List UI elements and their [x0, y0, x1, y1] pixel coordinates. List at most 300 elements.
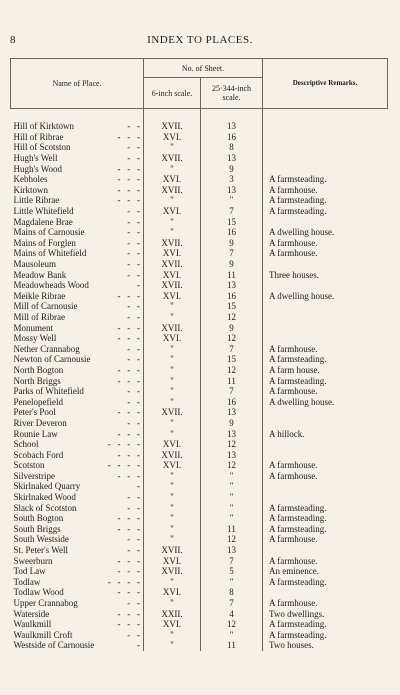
table-row — [11, 174, 388, 185]
place-name: Mains of Whitefield — [13, 248, 87, 259]
table-row — [11, 227, 388, 238]
twentyfive-inch-cell: 9 — [201, 163, 263, 174]
twentyfive-inch-cell: 13 — [201, 428, 263, 439]
place-name: Westside of Carnousie — [13, 640, 95, 651]
remarks-cell: A farmhouse. — [263, 343, 388, 354]
twentyfive-inch-cell: " — [201, 577, 263, 588]
table-row — [11, 545, 388, 556]
place-name: Parks of Whitefield — [13, 386, 84, 397]
place-name: Waterside — [13, 608, 50, 619]
twentyfive-inch-cell: 13 — [201, 449, 263, 460]
table-row — [11, 248, 388, 259]
six-inch-cell: XVII. — [144, 322, 201, 333]
place-cell — [11, 449, 144, 460]
six-inch-cell: XVI. — [144, 555, 201, 566]
six-inch-cell: " — [144, 227, 201, 238]
leader-dashes: - - — [127, 396, 140, 407]
place-name: Peter's Pool — [13, 407, 56, 418]
remarks-cell — [263, 333, 388, 344]
place-cell — [11, 142, 144, 153]
place-cell — [11, 216, 144, 227]
twentyfive-inch-cell: 13 — [201, 407, 263, 418]
place-cell — [11, 174, 144, 185]
place-name: Waulkmill — [13, 619, 52, 630]
six-inch-cell: XVII. — [144, 259, 201, 270]
remarks-cell — [263, 280, 388, 291]
six-inch-cell: " — [144, 142, 201, 153]
leader-dashes: - - — [127, 354, 140, 365]
leader-dashes: - - - — [117, 184, 140, 195]
table-row — [11, 619, 388, 630]
spacer-row — [11, 109, 388, 122]
twentyfive-inch-cell: 3 — [201, 174, 263, 185]
place-cell — [11, 227, 144, 238]
twentyfive-inch-cell: 11 — [201, 375, 263, 386]
place-cell — [11, 555, 144, 566]
leader-dashes: - - — [127, 386, 140, 397]
place-name: Magdalene Brae — [13, 216, 73, 227]
page-title: INDEX TO PLACES. — [147, 34, 253, 46]
six-inch-cell: XVI. — [144, 174, 201, 185]
place-cell — [11, 195, 144, 206]
table-row — [11, 407, 388, 418]
column-header-place: Name of Place. — [11, 59, 144, 109]
twentyfive-inch-cell: 7 — [201, 598, 263, 609]
place-cell — [11, 587, 144, 598]
place-name: South Bogton — [13, 513, 64, 524]
table-row — [11, 513, 388, 524]
remarks-cell: A farmhouse. — [263, 185, 388, 196]
six-inch-cell: XXII. — [144, 608, 201, 619]
table-row — [11, 418, 388, 429]
place-name: Meadowheads Wood — [13, 280, 89, 291]
twentyfive-inch-cell: 13 — [201, 121, 263, 132]
place-name: Silverstripe — [13, 470, 55, 481]
table-row — [11, 502, 388, 513]
leader-dashes: - - - — [117, 131, 140, 142]
place-cell — [11, 630, 144, 641]
leader-dashes: - — [137, 640, 140, 651]
place-name: Mill of Carnousie — [13, 301, 78, 312]
place-cell — [11, 545, 144, 556]
six-inch-cell: " — [144, 513, 201, 524]
place-cell — [11, 238, 144, 249]
place-name: Scotston — [13, 460, 45, 471]
place-name: Todlaw — [13, 576, 41, 587]
leader-dashes: - - — [127, 343, 140, 354]
table-row — [11, 238, 388, 249]
place-name: Mains of Forglen — [13, 237, 76, 248]
leader-dashes: - - - — [117, 619, 140, 630]
twentyfive-inch-cell: " — [201, 195, 263, 206]
column-header-sheet-group: No. of Sheet. — [144, 59, 263, 78]
leader-dashes: - - — [127, 206, 140, 217]
table-row — [11, 524, 388, 535]
remarks-cell: A farmsteading. — [263, 502, 388, 513]
table-row — [11, 163, 388, 174]
place-cell — [11, 396, 144, 407]
remarks-cell — [263, 545, 388, 556]
six-inch-cell: XVI. — [144, 269, 201, 280]
twentyfive-inch-cell: " — [201, 513, 263, 524]
twentyfive-inch-cell: 9 — [201, 322, 263, 333]
remarks-cell: A farmhouse. — [263, 598, 388, 609]
table-row — [11, 386, 388, 397]
leader-dashes: - - - — [117, 174, 140, 185]
place-cell — [11, 301, 144, 312]
twentyfive-inch-cell: 7 — [201, 555, 263, 566]
place-cell — [11, 407, 144, 418]
table-row — [11, 534, 388, 545]
remarks-cell: A farmhouse. — [263, 534, 388, 545]
twentyfive-inch-cell: 7 — [201, 206, 263, 217]
remarks-cell — [263, 153, 388, 164]
leader-dashes: - - — [127, 227, 140, 238]
twentyfive-inch-cell: 5 — [201, 566, 263, 577]
leader-dashes: - - - — [117, 290, 140, 301]
six-inch-cell: " — [144, 471, 201, 482]
index-rows — [11, 109, 388, 651]
remarks-cell — [263, 587, 388, 598]
place-name: Mill of Ribrae — [13, 311, 65, 322]
place-name: Penelopefield — [13, 396, 63, 407]
table-row — [11, 640, 388, 651]
place-name: Hill of Kirktown — [13, 121, 74, 132]
place-cell — [11, 163, 144, 174]
twentyfive-inch-cell: 9 — [201, 418, 263, 429]
six-inch-cell: XVI. — [144, 248, 201, 259]
leader-dashes: - - — [127, 248, 140, 259]
six-inch-cell: XVII. — [144, 449, 201, 460]
six-inch-cell: " — [144, 312, 201, 323]
place-cell — [11, 343, 144, 354]
six-inch-cell: XVI. — [144, 291, 201, 302]
remarks-cell: A farmsteading. — [263, 577, 388, 588]
place-cell — [11, 619, 144, 630]
place-cell — [11, 502, 144, 513]
place-cell — [11, 259, 144, 270]
twentyfive-inch-cell: 16 — [201, 291, 263, 302]
remarks-cell — [263, 418, 388, 429]
remarks-cell: Two dwellings. — [263, 608, 388, 619]
place-cell — [11, 640, 144, 651]
remarks-cell — [263, 216, 388, 227]
place-cell — [11, 354, 144, 365]
place-name: Hill of Scotston — [13, 142, 71, 153]
place-name: South Briggs — [13, 523, 61, 534]
table-row — [11, 322, 388, 333]
remarks-cell — [263, 163, 388, 174]
remarks-cell: Three houses. — [263, 269, 388, 280]
place-cell — [11, 312, 144, 323]
table-row — [11, 195, 388, 206]
six-inch-cell: XVI. — [144, 460, 201, 471]
remarks-cell: A dwelling house. — [263, 291, 388, 302]
twentyfive-inch-cell: " — [201, 481, 263, 492]
six-inch-cell: " — [144, 386, 201, 397]
six-inch-cell: " — [144, 365, 201, 376]
table-row — [11, 566, 388, 577]
leader-dashes: - - — [127, 259, 140, 270]
page-header — [0, 34, 400, 48]
twentyfive-inch-cell: 15 — [201, 354, 263, 365]
six-inch-cell: XVII. — [144, 238, 201, 249]
place-cell — [11, 439, 144, 450]
place-name: St. Peter's Well — [13, 545, 68, 556]
table-row — [11, 608, 388, 619]
twentyfive-inch-cell: 12 — [201, 460, 263, 471]
twentyfive-inch-cell: 15 — [201, 216, 263, 227]
table-row — [11, 259, 388, 270]
six-inch-cell: " — [144, 492, 201, 503]
table-row — [11, 396, 388, 407]
six-inch-cell: XVII. — [144, 545, 201, 556]
leader-dashes: - - - — [117, 333, 140, 344]
table-row — [11, 185, 388, 196]
twentyfive-inch-cell: 7 — [201, 248, 263, 259]
place-cell — [11, 524, 144, 535]
place-cell — [11, 418, 144, 429]
leader-dashes: - - - — [117, 449, 140, 460]
place-name: River Deveron — [13, 417, 67, 428]
twentyfive-inch-cell: 9 — [201, 238, 263, 249]
table-row — [11, 343, 388, 354]
remarks-cell: A farmsteading. — [263, 630, 388, 641]
place-name: North Briggs — [13, 375, 61, 386]
place-cell — [11, 269, 144, 280]
leader-dashes: - - — [127, 237, 140, 248]
six-inch-cell: " — [144, 534, 201, 545]
place-name: Hugh's Well — [13, 153, 58, 164]
remarks-cell: A farmhouse. — [263, 471, 388, 482]
place-cell — [11, 375, 144, 386]
place-cell — [11, 577, 144, 588]
table-row — [11, 587, 388, 598]
place-name: Sweerburn — [13, 555, 53, 566]
leader-dashes: - - — [127, 301, 140, 312]
remarks-cell: A farmhouse. — [263, 248, 388, 259]
twentyfive-inch-cell: 12 — [201, 333, 263, 344]
twentyfive-inch-cell: 11 — [201, 524, 263, 535]
column-header-twentyfive-inch: 25·344-inch scale. — [201, 78, 263, 109]
place-name: Little Ribrae — [13, 195, 60, 206]
remarks-cell — [263, 481, 388, 492]
place-cell — [11, 291, 144, 302]
leader-dashes: - - — [127, 492, 140, 503]
remarks-cell: An eminence. — [263, 566, 388, 577]
place-cell — [11, 428, 144, 439]
place-name: Hugh's Wood — [13, 163, 62, 174]
six-inch-cell: XVI. — [144, 587, 201, 598]
leader-dashes: - - - — [117, 470, 140, 481]
place-name: Little Whitefield — [13, 206, 74, 217]
place-name: Hill of Ribrae — [13, 131, 64, 142]
remarks-cell — [263, 439, 388, 450]
six-inch-cell: " — [144, 577, 201, 588]
six-inch-cell: XVI. — [144, 132, 201, 143]
six-inch-cell: " — [144, 598, 201, 609]
six-inch-cell: " — [144, 216, 201, 227]
index-table — [10, 58, 388, 651]
place-name: Skirlnaked Quarry — [13, 481, 81, 492]
place-name: South Westside — [13, 534, 69, 545]
table-row — [11, 365, 388, 376]
six-inch-cell: " — [144, 502, 201, 513]
place-cell — [11, 121, 144, 132]
twentyfive-inch-cell: 13 — [201, 280, 263, 291]
place-cell — [11, 248, 144, 259]
remarks-cell: A farmsteading. — [263, 354, 388, 365]
six-inch-cell: " — [144, 354, 201, 365]
place-cell — [11, 492, 144, 503]
remarks-cell: A farm house. — [263, 365, 388, 376]
leader-dashes: - - - — [117, 513, 140, 524]
table-row — [11, 449, 388, 460]
place-name: School — [13, 439, 39, 450]
remarks-cell: A dwelling house. — [263, 396, 388, 407]
place-name: North Bogton — [13, 364, 64, 375]
six-inch-cell: " — [144, 396, 201, 407]
twentyfive-inch-cell: " — [201, 492, 263, 503]
six-inch-cell: " — [144, 524, 201, 535]
six-inch-cell: " — [144, 195, 201, 206]
place-cell — [11, 534, 144, 545]
leader-dashes: - - - — [117, 587, 140, 598]
table-row — [11, 291, 388, 302]
table-row — [11, 333, 388, 344]
twentyfive-inch-cell: 9 — [201, 259, 263, 270]
place-cell — [11, 460, 144, 471]
remarks-cell: A farmsteading. — [263, 206, 388, 217]
table-row — [11, 439, 388, 450]
twentyfive-inch-cell: 16 — [201, 132, 263, 143]
table-row — [11, 142, 388, 153]
table-row — [11, 269, 388, 280]
six-inch-cell: XVI. — [144, 619, 201, 630]
place-name: Meadow Bank — [13, 269, 67, 280]
place-name: Mains of Carnousie — [13, 227, 85, 238]
leader-dashes: - - — [127, 598, 140, 609]
remarks-cell — [263, 312, 388, 323]
leader-dashes: - - - — [117, 375, 140, 386]
page-number: 8 — [10, 34, 16, 46]
six-inch-cell: XVI. — [144, 439, 201, 450]
remarks-cell: A hillock. — [263, 428, 388, 439]
leader-dashes: - - - — [117, 364, 140, 375]
table-row — [11, 460, 388, 471]
remarks-cell: A dwelling house. — [263, 227, 388, 238]
twentyfive-inch-cell: " — [201, 471, 263, 482]
remarks-cell: A farmsteading. — [263, 524, 388, 535]
leader-dashes: - - - — [117, 608, 140, 619]
six-inch-cell: " — [144, 163, 201, 174]
six-inch-cell: " — [144, 428, 201, 439]
leader-dashes: - - - - — [107, 460, 140, 471]
table-row — [11, 492, 388, 503]
leader-dashes: - - — [127, 311, 140, 322]
table-row — [11, 312, 388, 323]
leader-dashes: - - — [127, 629, 140, 640]
leader-dashes: - - - — [117, 523, 140, 534]
remarks-cell: A farmsteading. — [263, 513, 388, 524]
twentyfive-inch-cell: " — [201, 502, 263, 513]
place-cell — [11, 608, 144, 619]
place-cell — [11, 153, 144, 164]
twentyfive-inch-cell: 12 — [201, 365, 263, 376]
twentyfive-inch-cell: 16 — [201, 396, 263, 407]
leader-dashes: - - - — [117, 428, 140, 439]
table-row — [11, 153, 388, 164]
remarks-cell: A farmhouse. — [263, 386, 388, 397]
leader-dashes: - - - — [117, 555, 140, 566]
remarks-cell — [263, 322, 388, 333]
six-inch-cell: XVII. — [144, 280, 201, 291]
leader-dashes: - - — [127, 417, 140, 428]
place-cell — [11, 513, 144, 524]
place-name: Monument — [13, 322, 53, 333]
twentyfive-inch-cell: 15 — [201, 301, 263, 312]
table-row — [11, 280, 388, 291]
remarks-cell: A farmhouse. — [263, 460, 388, 471]
leader-dashes: - - - — [117, 407, 140, 418]
table-row — [11, 121, 388, 132]
place-name: Scobach Ford — [13, 449, 64, 460]
leader-dashes: - - - - — [107, 439, 140, 450]
leader-dashes: - - — [127, 534, 140, 545]
six-inch-cell: XVII. — [144, 153, 201, 164]
place-cell — [11, 132, 144, 143]
six-inch-cell: " — [144, 301, 201, 312]
twentyfive-inch-cell: 4 — [201, 608, 263, 619]
six-inch-cell: " — [144, 481, 201, 492]
place-cell — [11, 206, 144, 217]
place-name: Skirlnaked Wood — [13, 492, 76, 503]
place-name: Upper Crannabog — [13, 598, 78, 609]
twentyfive-inch-cell: 16 — [201, 227, 263, 238]
leader-dashes: - - — [127, 153, 140, 164]
twentyfive-inch-cell: 12 — [201, 439, 263, 450]
remarks-cell: A farmsteading. — [263, 375, 388, 386]
place-name: Nether Crannabog — [13, 343, 80, 354]
remarks-cell — [263, 407, 388, 418]
leader-dashes: - - - — [117, 195, 140, 206]
place-cell — [11, 471, 144, 482]
twentyfive-inch-cell: 7 — [201, 386, 263, 397]
place-cell — [11, 185, 144, 196]
column-header-six-inch: 6-inch scale. — [144, 78, 201, 109]
leader-dashes: - — [137, 481, 140, 492]
place-cell — [11, 566, 144, 577]
table-row — [11, 132, 388, 143]
place-name: Rounie Law — [13, 428, 58, 439]
six-inch-cell: " — [144, 343, 201, 354]
place-name: Waulkmill Croft — [13, 629, 73, 640]
place-cell — [11, 333, 144, 344]
table-row — [11, 206, 388, 217]
leader-dashes: - — [137, 280, 140, 291]
leader-dashes: - - — [127, 545, 140, 556]
place-cell — [11, 322, 144, 333]
leader-dashes: - - - — [117, 322, 140, 333]
table-row — [11, 471, 388, 482]
place-name: Slack of Scotston — [13, 502, 77, 513]
remarks-cell: A farmhouse. — [263, 555, 388, 566]
place-cell — [11, 481, 144, 492]
place-cell — [11, 365, 144, 376]
six-inch-cell: XVII. — [144, 121, 201, 132]
remarks-cell — [263, 492, 388, 503]
twentyfive-inch-cell: 12 — [201, 312, 263, 323]
